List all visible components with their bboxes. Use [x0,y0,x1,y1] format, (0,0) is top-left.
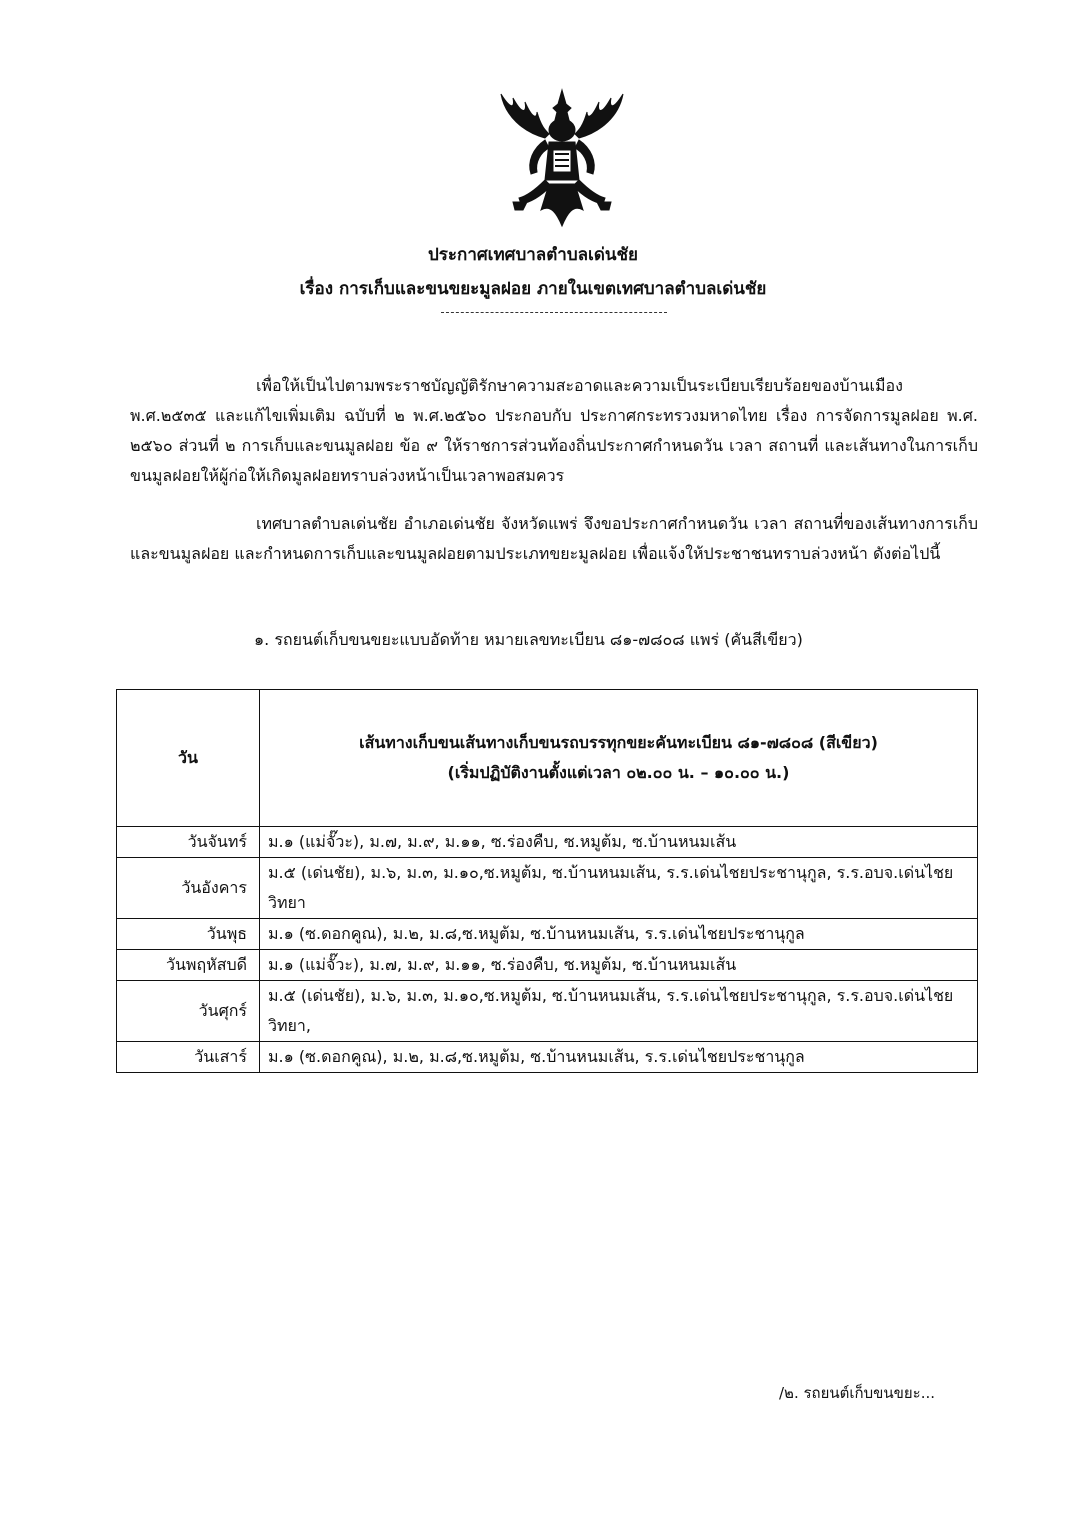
row-day: วันศุกร์ [117,981,260,1042]
announcement-paragraph: เทศบาลตำบลเด่นชัย อำเภอเด่นชัย จังหวัดแพร่ จึงขอประกาศกำหนดวัน เวลา สถานที่ของเส้นทางการเก็บและขนมูลฝอย และกำหนดการเก็บและขนมูลฝอยตามประเภทขยะมูลฝอย เพื่อแจ้งให้ประชาชนทราบล่วงหน้า ดังต่อไปนี้ [130,514,978,563]
row-day: วันเสาร์ [117,1042,260,1073]
intro-paragraph: เพื่อให้เป็นไปตามพระราชบัญญัติรักษาความสะอาดและความเป็นระเบียบเรียบร้อยของบ้านเมือง พ.ศ.๒๕๓๕ และแก้ไขเพิ่มเติม ฉบับที่ ๒ พ.ศ.๒๕๖๐ ประกอบกับ ประกาศกระทรวงมหาดไทย เรื่อง การจัดการมูลฝอย พ.ศ. ๒๕๖๐ ส่วนที่ ๒ การเก็บและขนมูลฝอย ข้อ ๙ ให้ราชการส่วนท้องถิ่นประกาศกำหนดวัน เวลา สถานที่ และเส้นทางในการเก็บขนมูลฝอยให้ผู้ก่อให้เกิดมูลฝอยทราบล่วงหน้าเป็นเวลาพอสมควร [130,376,978,485]
collection-schedule-table [116,689,978,1073]
row-route: ม.๑ (แม่จั๊วะ), ม.๗, ม.๙, ม.๑๑, ซ.ร่องคืบ, ซ.หมูต้ม, ซ.บ้านหนมเส้น [260,950,978,981]
row-day: วันอังคาร [117,858,260,919]
vehicle-item-heading: ๑. รถยนต์เก็บขนขยะแบบอัดท้าย หมายเลขทะเบียน ๘๑-๗๘๐๘ แพร่ (คันสีเขียว) [254,630,803,649]
table-row [117,981,978,1042]
row-route: ม.๑ (ซ.ดอกคูณ), ม.๒, ม.๘,ซ.หมูต้ม, ซ.บ้านหนมเส้น, ร.ร.เด่นไชยประชานุกูล [260,1042,978,1073]
table-row [117,858,978,919]
table-header-row [117,690,978,827]
table-row [117,950,978,981]
table-row [117,827,978,858]
table-row [117,1042,978,1073]
page-continuation: /๒. รถยนต์เก็บขนขยะ... [779,1384,936,1402]
announcement-subject: เรื่อง การเก็บและขนขยะมูลฝอย ภายในเขตเทศบาลตำบลเด่นชัย [299,279,767,299]
row-route: ม.๑ (แม่จั๊วะ), ม.๗, ม.๙, ม.๑๑, ซ.ร่องคืบ, ซ.หมูต้ม, ซ.บ้านหนมเส้น [260,827,978,858]
title-divider [441,312,667,313]
table-row [117,919,978,950]
row-route: ม.๑ (ซ.ดอกคูณ), ม.๒, ม.๘,ซ.หมูต้ม, ซ.บ้านหนมเส้น, ร.ร.เด่นไชยประชานุกูล [260,919,978,950]
row-day: วันพฤหัสบดี [117,950,260,981]
column-header-day: วัน [117,690,260,827]
route-header-line1: เส้นทางเก็บขนเส้นทางเก็บขนรถบรรทุกขยะคันทะเบียน ๘๑-๗๘๐๘ (สีเขียว) [359,733,878,752]
row-day: วันพุธ [117,919,260,950]
page-title: ประกาศเทศบาลตำบลเด่นชัย [427,245,638,265]
row-route: ม.๕ (เด่นชัย), ม.๖, ม.๓, ม.๑๐,ซ.หมูต้ม, ซ.บ้านหนมเส้น, ร.ร.เด่นไชยประชานุกูล, ร.ร.อบจ.เด่นไชยวิทยา [260,858,978,919]
column-header-route [260,690,978,827]
row-day: วันจันทร์ [117,827,260,858]
garuda-emblem-icon [493,86,631,238]
route-header-line2: (เริ่มปฏิบัติงานตั้งแต่เวลา ๐๒.๐๐ น. – ๑๐.๐๐ น.) [447,763,790,782]
row-route: ม.๕ (เด่นชัย), ม.๖, ม.๓, ม.๑๐,ซ.หมูต้ม, ซ.บ้านหนมเส้น, ร.ร.เด่นไชยประชานุกูล, ร.ร.อบจ.เด่นไชยวิทยา, [260,981,978,1042]
